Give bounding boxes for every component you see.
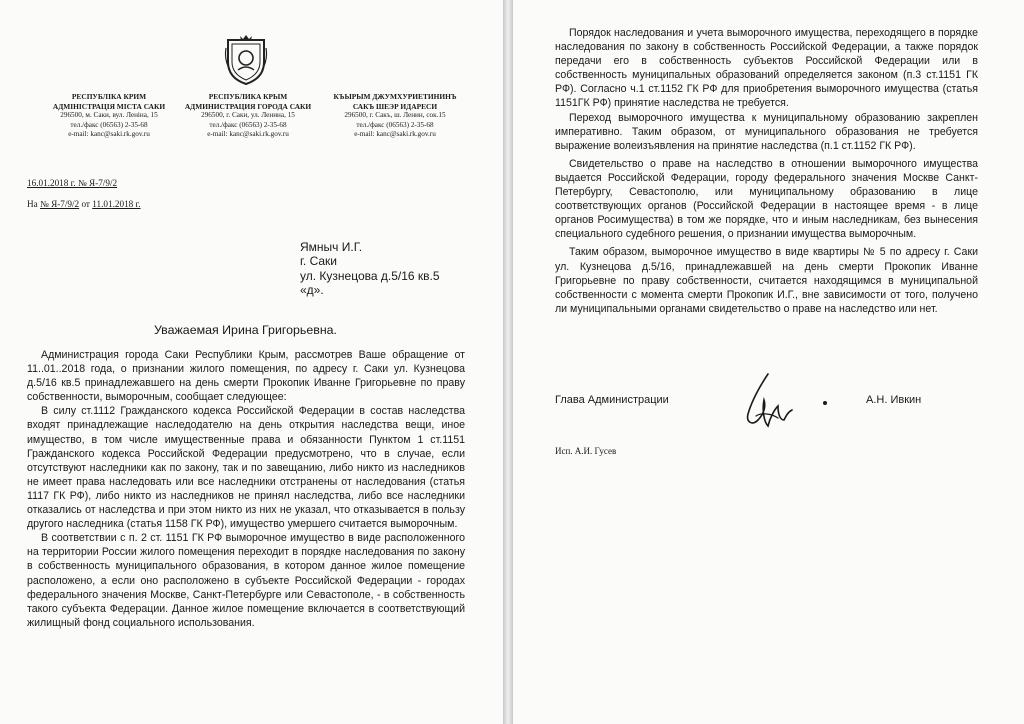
executor-line: Исп. А.И. Гусев bbox=[555, 446, 617, 456]
coat-of-arms-icon bbox=[224, 34, 268, 86]
letterhead-email: e-mail: kanc@saki.rk.gov.ru bbox=[354, 130, 436, 139]
paragraph: Таким образом, выморочное имущество в виде квартиры № 5 по адресу г. Саки ул. Кузнецова д.5/16, принадлежавшей на день смерти Прокопик Иванне Григорьевне по праву собственности, считается находящимся в муниципальной собственности с момента смерти Прокопик И.Г., вне зависимости от того, получено ли муниципальными органами свидетельство о праве на наследство или нет. bbox=[555, 246, 978, 315]
paragraph: Свидетельство о праве на наследство в отношении выморочного имущества выдается Российской Федерации, городу федерального значения Москве Санкт-Петербургу, Севастополю, или муниципальному образованию в лице соответствующих органов (Российской Федерации в настоящее время - в лице органов Росимущества) в том же порядке, что и иным наследникам, без вынесения специального судебного решения, о признании имущества выморочным. bbox=[555, 157, 978, 241]
recipient-city: г. Саки bbox=[300, 254, 338, 269]
outgoing-number: 16.01.2018 г. № Я-7/9/2 bbox=[27, 178, 118, 188]
signatory-role: Глава Администрации bbox=[555, 394, 669, 406]
letterhead-address: 296500, г. Сакъ, ш. Ленин, сок.15 bbox=[344, 111, 446, 120]
letterhead-name: РЕСПУБЛІКА КРИМ bbox=[71, 92, 147, 101]
letterhead-column-russian bbox=[177, 92, 319, 140]
page-gutter bbox=[503, 0, 513, 724]
letterhead-email: e-mail: kanc@saki.rk.gov.ru bbox=[68, 130, 150, 139]
signatory-name: А.Н. Ивкин bbox=[866, 394, 922, 406]
incoming-date: 11.01.2018 г. bbox=[92, 199, 141, 209]
letterhead-column-ukrainian bbox=[38, 92, 180, 140]
outgoing-reference bbox=[27, 178, 117, 188]
letterhead-phone: тел./факс (06563) 2-35-68 bbox=[356, 120, 434, 129]
letterhead-name: КЪЫРЫМ ДЖУМХУРИЕТИНИНЪ bbox=[333, 92, 457, 101]
incoming-number: № Я-7/9/2 bbox=[40, 199, 80, 209]
left-body bbox=[27, 348, 465, 630]
page-left bbox=[0, 0, 503, 724]
letterhead-email: e-mail: kanc@saki.rk.gov.ru bbox=[207, 130, 289, 139]
handwritten-signature-icon bbox=[738, 370, 804, 436]
recipient-street: ул. Кузнецова д.5/16 кв.5 bbox=[300, 268, 440, 283]
recipient-name: Ямныч И.Г. bbox=[300, 240, 363, 254]
paragraph: Переход выморочного имущества к муниципальному образованию закреплен императивно. Таким образом, от муниципального образования не требуется выражение волеизъявления на принятие наследства (п.1 ст.1152 ГК РФ). bbox=[555, 111, 978, 152]
letterhead-name: РЕСПУБЛИКА КРЫМ bbox=[208, 92, 288, 101]
letterhead-column-crimean-tatar bbox=[320, 92, 470, 140]
paragraph: В соответствии с п. 2 ст. 1151 ГК РФ выморочное имущество в виде расположенного на территории России жилого помещения переходит в порядке наследования по закону в собственность муниципального образования, в котором данное жилое помещение расположено, а если оно расположено в субъекте Российской Федерации - городах федерального значения Москве, Санкт-Петербурге или Севастополе, - в собственность такого субъекта Федерации. Данное жилое помещение включается в соответствующий жилищный фонд социального использования. bbox=[27, 532, 465, 629]
letterhead-address: 296500, м. Саки, вул. Леніна, 15 bbox=[60, 111, 158, 120]
right-body bbox=[555, 26, 978, 316]
seal-dot bbox=[823, 401, 827, 405]
incoming-reference bbox=[27, 199, 141, 209]
paragraph: Администрация города Саки Республики Крым, рассмотрев Ваше обращение от 11..01..2018 года, о признании жилого помещения, по адресу г. Саки ул. Кузнецова д.5/16 кв.5 принадлежавшего на день смерти Прокопик Иванне Григорьевне по праву собственности, выморочным, сообщает следующее: bbox=[27, 349, 465, 404]
letterhead-name: АДМІНІСТРАЦІЯ МІСТА САКИ bbox=[52, 101, 166, 111]
incoming-prefix: На bbox=[27, 199, 38, 209]
letterhead-name: САКЪ ШЕЭР ИДАРЕСИ bbox=[352, 101, 438, 111]
paragraph: Порядок наследования и учета выморочного имущества, переходящего в порядке наследования по закону в собственность Российской Федерации, а также порядок передачи его в собственность субъектов Российской Федерации или в собственность муниципальных образований определяется законом (п.3 ст.1151 ГК РФ). Согласно ч.1 ст.1152 ГК РФ для приобретения выморочного имущества (статья 1151ГК РФ) принятие наследства не требуется. bbox=[555, 27, 978, 110]
recipient-extra: «д». bbox=[300, 283, 324, 298]
letterhead-address: 296500, г. Саки, ул. Ленина, 15 bbox=[201, 111, 295, 120]
paragraph: В силу ст.1112 Гражданского кодекса Российской Федерации в состав наследства входят принадлежащие наследодателю на день открытия наследства вещи, иное имущество, в том числе имущественные права и обязанности Пунктом 1 ст.1151 Гражданского кодекса Российской Федерации предусмотрено, что в случае, если отсутствуют наследники как по закону, так и по завещанию, либо никто из наследников не имеет права наследовать или все наследники отстранены от наследования (статья 1117 ГК РФ), либо никто из наследников не принял наследства, либо все наследники отказались от наследства и при этом никто из них не указал, что отказывается в пользу другого наследника (статья 1158 ГК РФ), имущество умершего считается выморочным. bbox=[27, 405, 465, 531]
incoming-mid: от bbox=[81, 199, 90, 209]
salutation: Уважаемая Ирина Григорьевна. bbox=[154, 323, 337, 337]
letterhead-phone: тел./факс (06563) 2-35-68 bbox=[70, 120, 148, 129]
letterhead-phone: тел./факс (06563) 2-35-68 bbox=[209, 120, 287, 129]
letterhead-name: АДМИНИСТРАЦИЯ ГОРОДА САКИ bbox=[184, 101, 312, 111]
recipient-block bbox=[300, 240, 440, 298]
